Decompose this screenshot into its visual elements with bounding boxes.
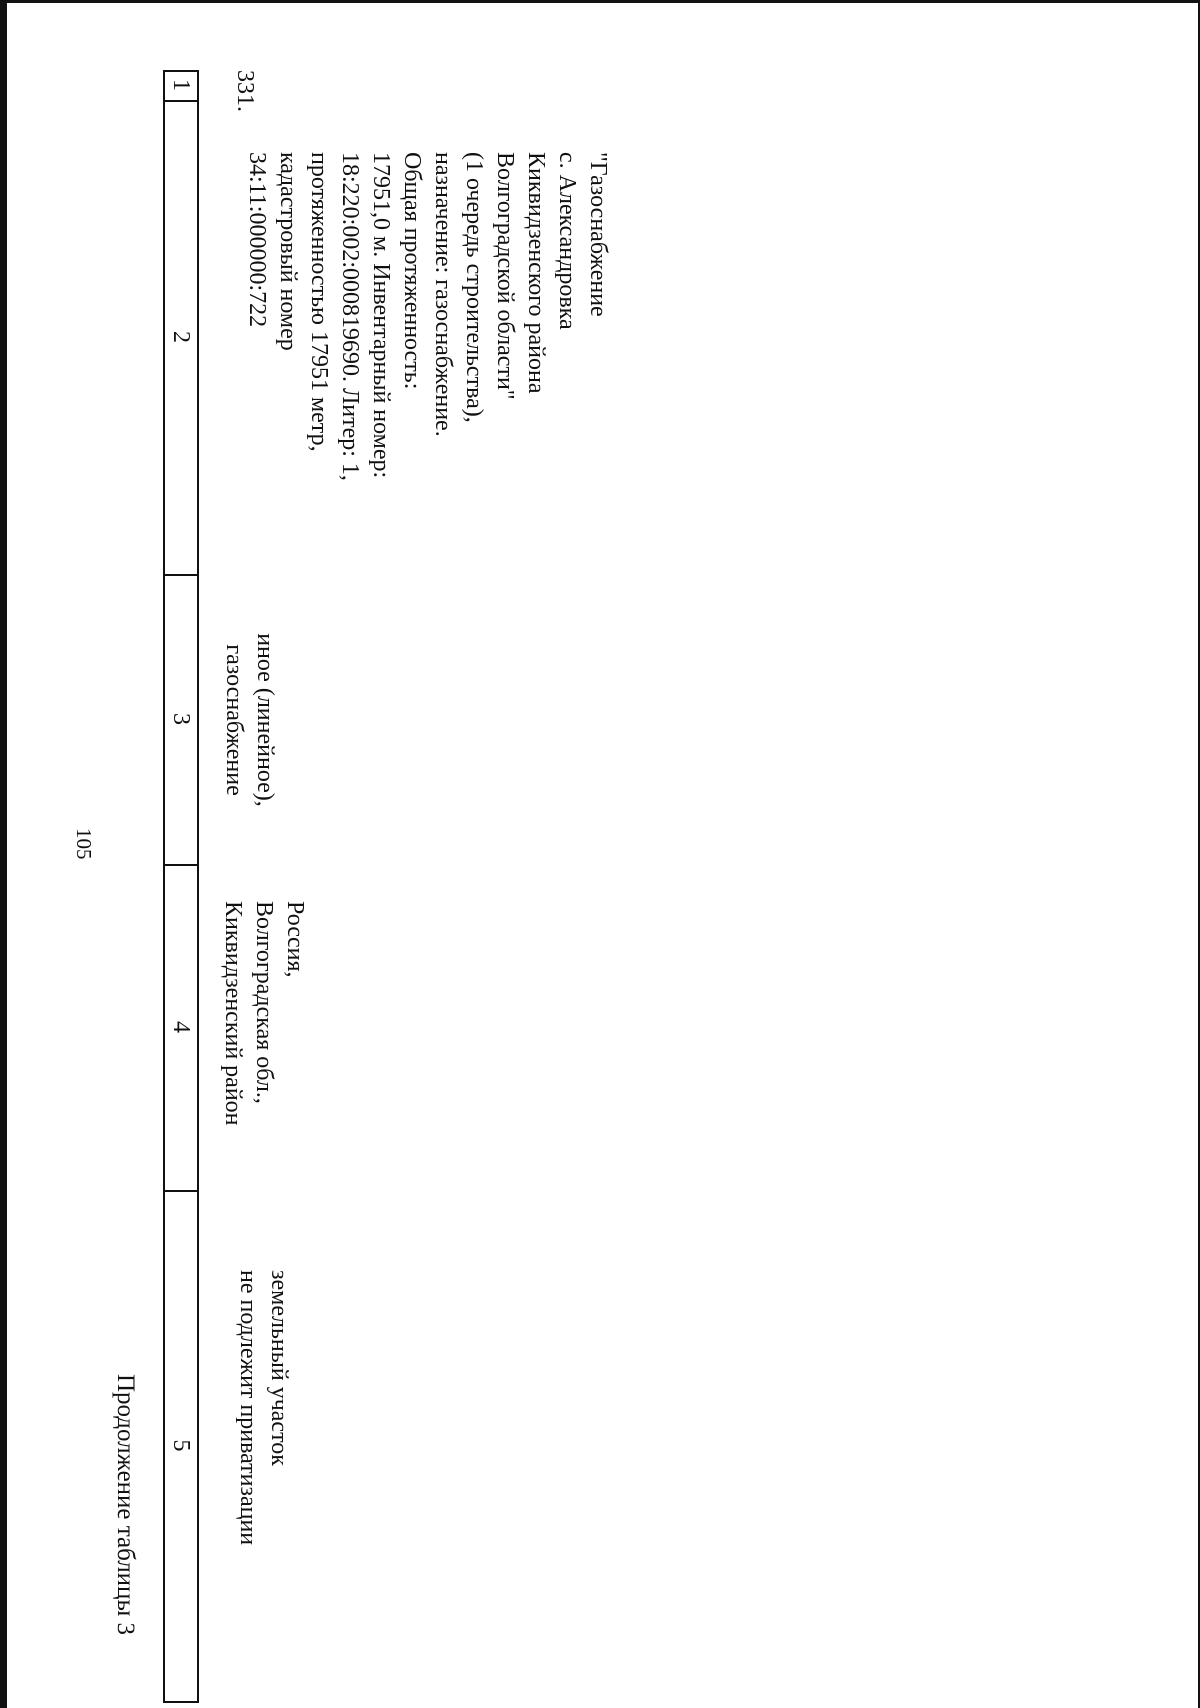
header-col-5: 5 — [168, 1439, 194, 1452]
row-331-note — [232, 1270, 294, 1545]
row-331-type — [218, 590, 280, 850]
row-331-name — [241, 152, 613, 481]
row-331-name-line: 34:11:000000:722 — [244, 152, 270, 328]
row-331-name-line: Волгоградской области" — [492, 152, 518, 400]
row-331-address — [217, 901, 310, 1126]
row-331-address-line: Россия, — [282, 901, 308, 978]
row-331-name-line: с. Александровка — [554, 152, 580, 330]
row-331-name-line: протяженностью 17951 метр, — [306, 152, 332, 452]
row-331-name-line: Общая протяженность: — [399, 152, 425, 390]
header-col-1: 1 — [168, 79, 194, 91]
row-331-name-line: 17951,0 м. Инвентарный номер: — [368, 152, 394, 479]
row-331-name-line: назначение: газоснабжение. — [430, 152, 456, 437]
row-331-type-line: иное (линейное), — [252, 633, 278, 807]
row-331-note-line: земельный участок — [266, 1270, 292, 1466]
row-331-name-line: Киквидзенского района — [523, 152, 549, 394]
row-331-number: 331. — [232, 70, 258, 112]
row-331-type-line: газоснабжение — [221, 644, 247, 796]
row-331-address-line: Волгоградская обл., — [251, 901, 277, 1104]
row-331-address-line: Киквидзенский район — [220, 901, 246, 1126]
row-331-name-line: 18:220:002:000819690. Литер: 1, — [337, 152, 363, 481]
header-col-4: 4 — [168, 1021, 194, 1033]
table-caption: Продолжение таблицы 3 — [112, 1373, 139, 1635]
row-331-name-line: (1 очередь строительства), — [461, 152, 487, 423]
row-331-name-line: кадастровый номер — [275, 152, 301, 351]
table-body — [220, 70, 1200, 1703]
header-col-2: 2 — [168, 331, 194, 343]
page-number: 105 — [72, 828, 96, 860]
row-331-note-line: не подлежит приватизации — [235, 1270, 261, 1546]
row-331-name-line: "Газоснабжение — [585, 152, 611, 317]
header-col-3: 3 — [168, 713, 194, 725]
table-header-row — [163, 70, 199, 1703]
